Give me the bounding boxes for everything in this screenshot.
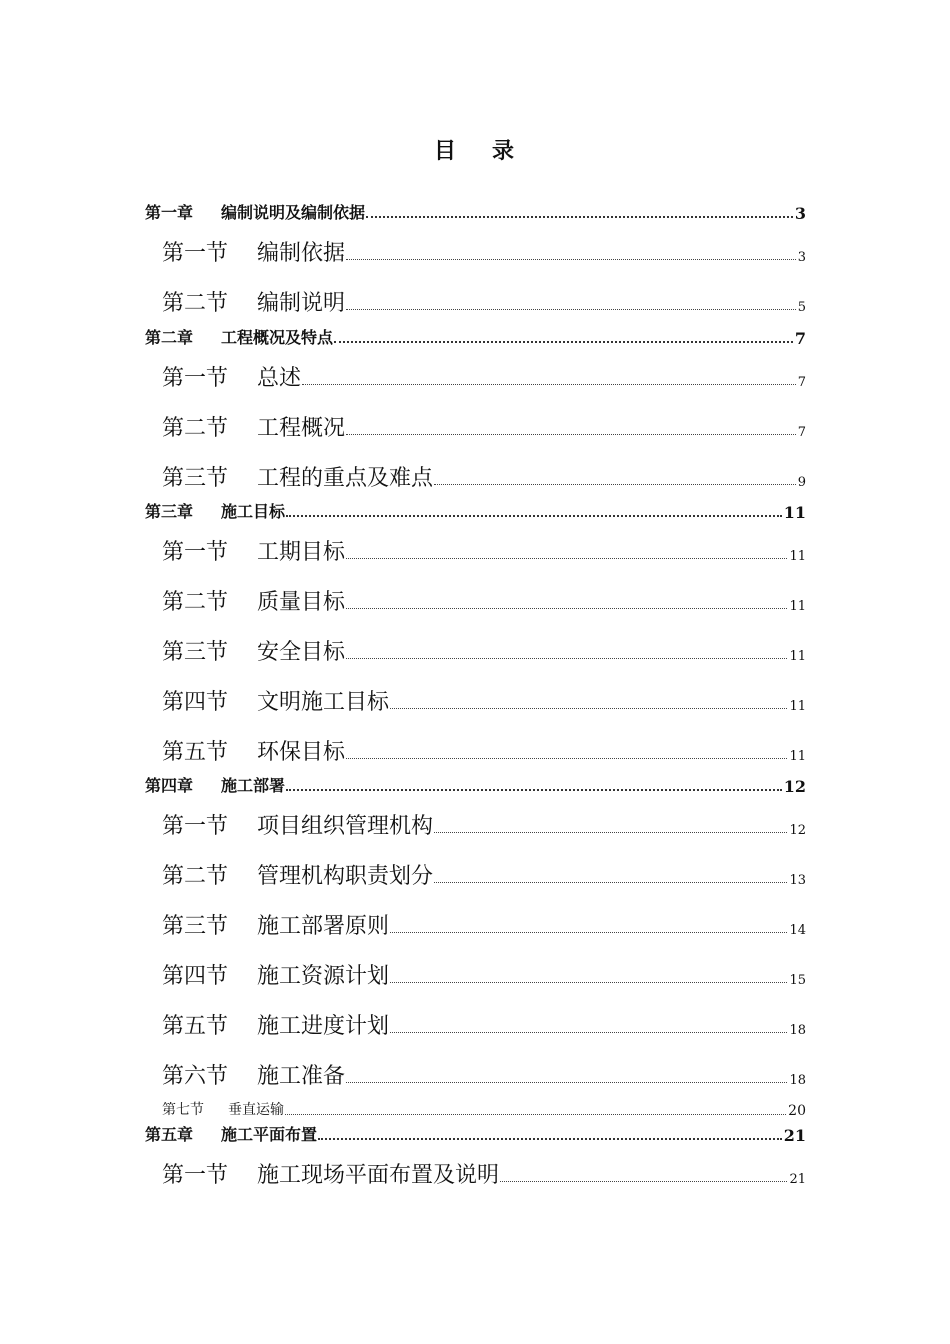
dot-leader (500, 1181, 787, 1182)
page-number: 12 (789, 823, 806, 838)
entry-number: 第四节 (162, 690, 229, 715)
page-number: 9 (797, 475, 806, 490)
entry-title: 编制说明及编制依据 (221, 203, 366, 222)
page-number: 7 (797, 375, 806, 390)
entry-title: 质量目标 (257, 590, 346, 615)
entry-title: 施工准备 (257, 1064, 346, 1089)
page-number: 7 (794, 329, 806, 348)
dot-leader (318, 1138, 782, 1140)
page-number: 13 (789, 873, 806, 888)
page-number: 18 (789, 1073, 806, 1088)
dot-leader (285, 1114, 786, 1115)
toc-section-entry[interactable] (162, 361, 806, 392)
toc-section-entry[interactable] (162, 236, 806, 267)
entry-number: 第七节 (162, 1102, 204, 1118)
entry-title: 环保目标 (257, 740, 346, 765)
page-number: 14 (789, 923, 806, 938)
entry-title: 总述 (257, 366, 302, 391)
entry-title: 工程概况 (257, 416, 346, 441)
entry-number: 第五节 (162, 740, 229, 765)
entry-number: 第五章 (145, 1125, 194, 1144)
entry-number: 第一节 (162, 241, 229, 266)
toc-title (0, 134, 950, 165)
toc-section-entry[interactable] (162, 685, 806, 716)
dot-leader (302, 384, 796, 385)
entry-number: 第二节 (162, 416, 229, 441)
entry-title: 工程的重点及难点 (257, 466, 434, 491)
dot-leader (390, 1032, 787, 1033)
page-number: 11 (789, 599, 806, 614)
toc-chapter-entry[interactable] (145, 200, 806, 223)
entry-number: 第二节 (162, 291, 229, 316)
dot-leader (346, 608, 787, 609)
dot-leader (434, 832, 787, 833)
dot-leader (286, 789, 782, 791)
toc-chapter-entry[interactable] (145, 499, 806, 522)
entry-number: 第四节 (162, 964, 229, 989)
entry-number: 第一节 (162, 540, 229, 565)
page-number: 7 (797, 425, 806, 440)
page-number: 12 (783, 777, 806, 796)
toc-section-entry[interactable] (162, 535, 806, 566)
entry-number: 第二章 (145, 328, 194, 347)
entry-title: 文明施工目标 (257, 690, 390, 715)
dot-leader (390, 708, 787, 709)
toc-section-entry[interactable] (162, 286, 806, 317)
page-number: 21 (783, 1126, 806, 1145)
entry-title: 施工平面布置 (221, 1125, 318, 1144)
dot-leader (346, 658, 787, 659)
entry-title: 施工进度计划 (257, 1014, 390, 1039)
toc-chapter-entry[interactable] (145, 1122, 806, 1145)
entry-number: 第二节 (162, 864, 229, 889)
page-number: 3 (797, 250, 806, 265)
page-number: 5 (797, 300, 806, 315)
dot-leader (334, 341, 793, 343)
toc-section-entry[interactable] (162, 735, 806, 766)
entry-number: 第三节 (162, 914, 229, 939)
dot-leader (434, 882, 787, 883)
entry-title: 工程概况及特点 (221, 328, 334, 347)
page-number: 3 (794, 204, 806, 223)
entry-number: 第二节 (162, 590, 229, 615)
entry-number: 第一节 (162, 1163, 229, 1188)
dot-leader (390, 982, 787, 983)
toc-section-entry[interactable] (162, 1099, 806, 1119)
page-number: 11 (789, 649, 806, 664)
page-number: 11 (789, 549, 806, 564)
entry-title: 项目组织管理机构 (257, 814, 434, 839)
toc-title-right: 录 (492, 138, 517, 164)
toc-section-entry[interactable] (162, 909, 806, 940)
toc-section-entry[interactable] (162, 585, 806, 616)
entry-title: 垂直运输 (228, 1102, 284, 1118)
entry-number: 第四章 (145, 776, 194, 795)
entry-number: 第三章 (145, 502, 194, 521)
dot-leader (390, 932, 787, 933)
toc-section-entry[interactable] (162, 461, 806, 492)
toc-chapter-entry[interactable] (145, 325, 806, 348)
entry-title: 管理机构职责划分 (257, 864, 434, 889)
page-number: 11 (789, 749, 806, 764)
dot-leader (346, 558, 787, 559)
entry-title: 施工资源计划 (257, 964, 390, 989)
toc-section-entry[interactable] (162, 411, 806, 442)
page-number: 11 (789, 699, 806, 714)
entry-title: 编制说明 (257, 291, 346, 316)
dot-leader (346, 1082, 787, 1083)
entry-number: 第一节 (162, 366, 229, 391)
page-number: 11 (783, 503, 806, 522)
dot-leader (366, 216, 793, 218)
entry-number: 第六节 (162, 1064, 229, 1089)
toc-section-entry[interactable] (162, 859, 806, 890)
entry-number: 第五节 (162, 1014, 229, 1039)
toc-section-entry[interactable] (162, 1158, 806, 1189)
toc-chapter-entry[interactable] (145, 773, 806, 796)
dot-leader (346, 309, 796, 310)
toc-section-entry[interactable] (162, 959, 806, 990)
entry-title: 施工部署 (221, 776, 286, 795)
dot-leader (434, 484, 796, 485)
toc-title-left: 目 (433, 138, 458, 164)
entry-title: 施工目标 (221, 502, 286, 521)
dot-leader (346, 259, 796, 260)
dot-leader (346, 758, 787, 759)
entry-title: 工期目标 (257, 540, 346, 565)
dot-leader (286, 515, 782, 517)
entry-title: 编制依据 (257, 241, 346, 266)
entry-title: 安全目标 (257, 640, 346, 665)
toc-section-entry[interactable] (162, 635, 806, 666)
toc-section-entry[interactable] (162, 809, 806, 840)
dot-leader (346, 434, 796, 435)
entry-title: 施工部署原则 (257, 914, 390, 939)
page-number: 15 (789, 973, 806, 988)
entry-number: 第三节 (162, 640, 229, 665)
toc-section-entry[interactable] (162, 1009, 806, 1040)
toc-section-entry[interactable] (162, 1059, 806, 1090)
page-number: 20 (788, 1103, 806, 1119)
entry-number: 第一节 (162, 814, 229, 839)
page-number: 18 (789, 1023, 806, 1038)
entry-number: 第一章 (145, 203, 194, 222)
entry-number: 第三节 (162, 466, 229, 491)
entry-title: 施工现场平面布置及说明 (257, 1163, 500, 1188)
page-number: 21 (789, 1172, 806, 1187)
